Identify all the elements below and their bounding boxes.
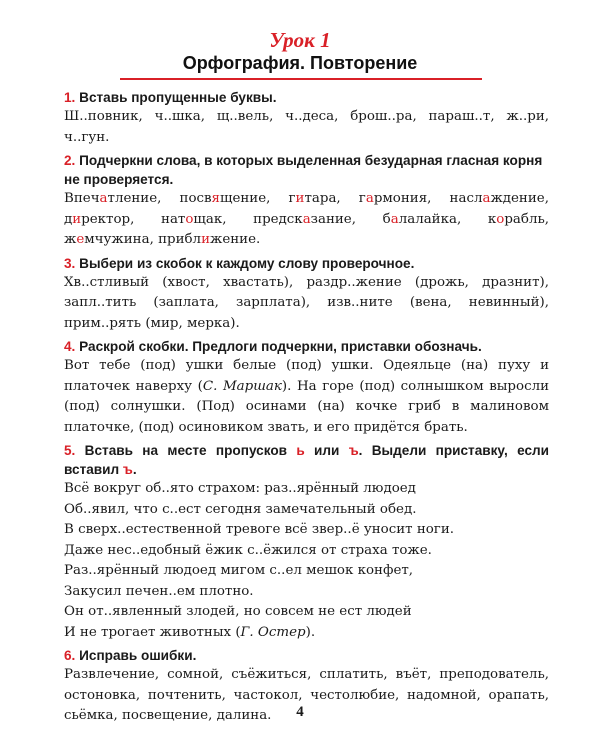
- highlighted-vowel: и: [295, 191, 305, 206]
- poem-line: Он от..явленный злодей, но совсем не ест людей: [64, 604, 412, 619]
- word-part: д: [64, 211, 73, 227]
- task-4-text: [64, 356, 549, 438]
- task-1-heading: [64, 88, 549, 107]
- task-1-instruction: Вставь пропущенные буквы.: [79, 90, 277, 105]
- word-part: г: [358, 191, 366, 206]
- word-part: прибл: [158, 232, 202, 247]
- task-5-poem: [64, 479, 549, 623]
- task-6-heading: [64, 646, 549, 665]
- highlighted-vowel: о: [185, 211, 194, 227]
- word-part: рмония,: [373, 191, 450, 206]
- poem-last-line-a: И не трогает животных (: [64, 624, 241, 640]
- task-4-text-part-1: Вот тебе (под) ушки белые (под) ушки. Одеяльце (на) пуху и платочек наверху (: [64, 358, 549, 394]
- word-part: рабль,: [504, 211, 549, 227]
- task-3: [64, 254, 549, 335]
- poem-line: Закусил печен..ем плотно.: [64, 583, 254, 599]
- word-part: б: [382, 211, 391, 227]
- task-4-instruction: Раскрой скобки. Предлоги подчеркни, приставки обозначь.: [79, 339, 482, 354]
- highlighted-vowel: а: [365, 191, 374, 206]
- word-part: г: [288, 191, 296, 206]
- highlighted-vowel: и: [72, 211, 82, 227]
- task-2-heading: [64, 151, 549, 189]
- highlighted-vowel: а: [302, 211, 311, 227]
- word-part: Впеч: [64, 191, 100, 206]
- task-2: [64, 151, 549, 251]
- word-part: мчужина,: [84, 232, 159, 247]
- task-1-number: 1.: [64, 90, 76, 105]
- highlighted-vowel: а: [99, 191, 108, 206]
- poem-line: В сверх..естественной тревоге всё звер..ё уносит ноги.: [64, 522, 455, 537]
- poem-line: Раз..ярённый людоед мигом с..ел мешок конфет,: [64, 563, 414, 578]
- topic-title: Орфография. Повторение: [182, 53, 418, 73]
- hard-sign: ъ: [348, 443, 359, 458]
- task-4-number: 4.: [64, 339, 76, 354]
- task-6-number: 6.: [64, 648, 76, 663]
- task-5-instruction-b: . Выдели приставку, если вставил: [64, 443, 550, 477]
- word-part: ждение,: [490, 191, 549, 206]
- task-4: [64, 337, 549, 438]
- word-part: щак,: [193, 211, 254, 227]
- task-4-author: С. Маршак: [202, 378, 282, 394]
- task-4-heading: [64, 337, 549, 356]
- word-part: тара,: [304, 191, 359, 206]
- word-part: тление,: [107, 191, 180, 206]
- highlighted-vowel: я: [211, 191, 220, 206]
- task-1-text: Ш..повник, ч..шка, щ..вель, ч..деса, брош..ра, параш..т, ж..ри, ч..гун.: [64, 109, 549, 145]
- task-3-instruction: Выбери из скобок к каждому слову проверочное.: [79, 255, 415, 271]
- page-number: 4: [296, 704, 304, 720]
- word-part: жение.: [210, 232, 261, 247]
- task-2-number: 2.: [64, 153, 76, 168]
- highlighted-vowel: е: [76, 232, 85, 247]
- task-5-heading: [64, 441, 549, 479]
- task-4-text-part-2: ). На горе (под) солнышком выросли (под) солнушки. (Под) осинами (на) кочке гриб в малиновом платочке, (под) осиновиком звать, и его придётся брать.: [64, 378, 549, 435]
- word-part: ректор,: [81, 211, 162, 227]
- highlighted-vowel: а: [482, 191, 491, 206]
- highlighted-vowel: и: [201, 232, 211, 247]
- task-1: [64, 88, 549, 148]
- task-3-heading: [64, 254, 549, 273]
- poem-last-line-b: ).: [305, 624, 316, 640]
- lesson-title: Урок 1: [269, 28, 331, 52]
- poem-line: [64, 623, 549, 644]
- task-2-text: [64, 189, 549, 251]
- word-part: посв: [179, 191, 212, 206]
- soft-sign: ь: [296, 443, 305, 458]
- task-2-instruction: Подчеркни слова, в которых выделенная безударная гласная корня не проверяется.: [64, 153, 543, 187]
- task-5-instruction-mid: или: [304, 443, 349, 458]
- word-part: щение,: [220, 191, 289, 206]
- task-3-text: Хв..стливый (хвост, хвастать), раздр..жение (дрожь, дразнит), запл..тить (заплата, зарплата), изв..ните (вена, невинный), прим..рять (мир, мерка).: [64, 274, 549, 331]
- task-5-instruction-end: .: [132, 462, 137, 477]
- highlighted-vowel: а: [390, 211, 399, 227]
- poem-line: Об..явил, что с..ест сегодня замечательный обед.: [64, 501, 417, 517]
- word-part: нат: [161, 211, 186, 227]
- word-part: насл: [449, 191, 483, 206]
- hard-sign-2: ъ: [122, 462, 133, 477]
- exercises: [64, 88, 549, 730]
- task-6-text: Развлечение, сомной, съёжиться, сплатить, въёт, преподователь, остоновка, почтенить, частокол, честолюбие, надомной, орапать, сьёмка, посвещение, далина.: [64, 667, 549, 723]
- word-part: ж: [64, 232, 77, 247]
- poem-line: Всё вокруг об..ято страхом: раз..ярённый людоед: [64, 481, 416, 496]
- word-part: к: [487, 211, 497, 227]
- task-3-number: 3.: [64, 255, 76, 271]
- poem-line: Даже нес..едобный ёжик с..ёжился от страха тоже.: [64, 542, 432, 558]
- highlighted-vowel: о: [496, 211, 505, 227]
- poem-author: Г. Остер: [240, 624, 306, 640]
- task-5: [64, 441, 549, 643]
- task-5-instruction-a: Вставь на месте пропусков: [84, 443, 297, 458]
- word-part: предск: [253, 211, 303, 227]
- title-divider: [120, 78, 482, 80]
- task-5-number: 5.: [64, 443, 76, 458]
- task-6-instruction: Исправь ошибки.: [79, 648, 197, 663]
- word-part: лалайка,: [398, 211, 488, 227]
- word-part: зание,: [310, 211, 383, 227]
